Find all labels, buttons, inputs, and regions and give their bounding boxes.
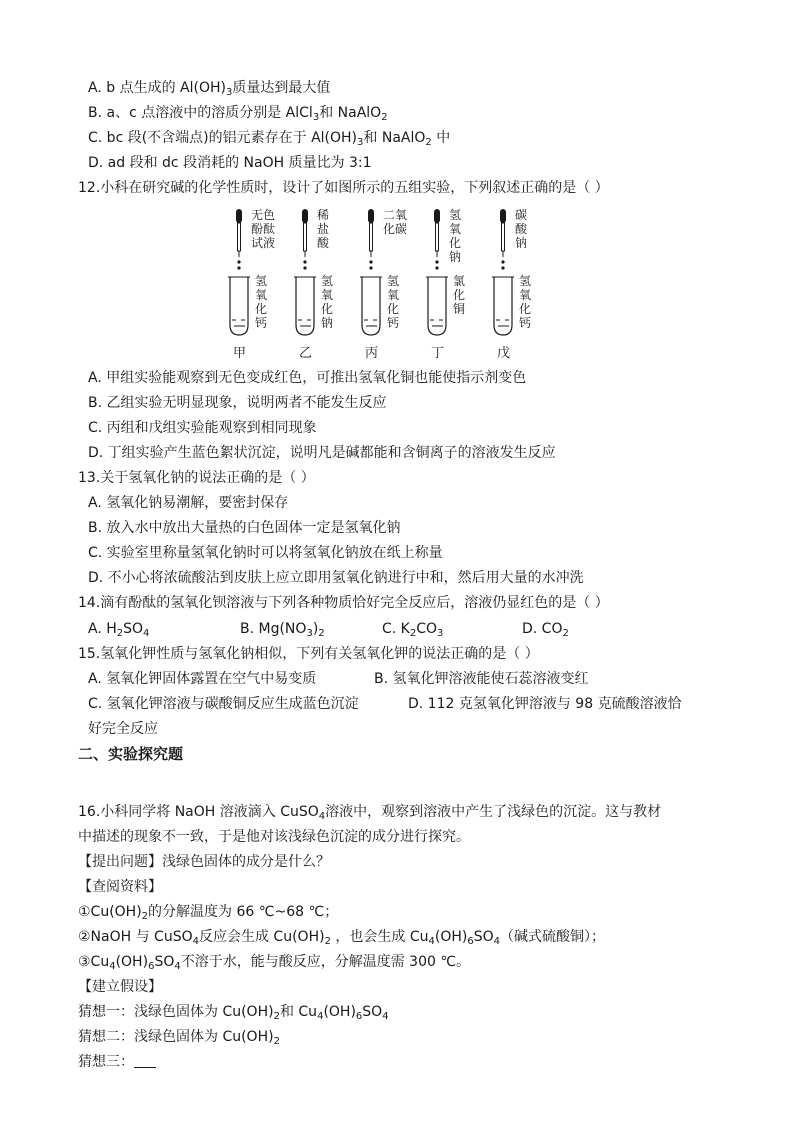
q14-stem: 14.滴有酚酞的氢氧化钡溶液与下列各种物质恰好完全反应后，溶液仍显红色的是（ ） bbox=[78, 595, 609, 611]
q16-reference-heading: 【查阅资料】 bbox=[78, 879, 162, 895]
group-label: 戊 bbox=[497, 346, 511, 361]
drop bbox=[303, 266, 306, 269]
q16-hypothesis-2: 猜想二：浅绿色固体为 $Cu(OH)_2$ bbox=[78, 1029, 280, 1047]
dropper-label: 氢氧化钠 bbox=[449, 208, 462, 264]
group-label: 甲 bbox=[233, 346, 247, 361]
q13-stem: 13.关于氢氧化钠的说法正确的是（ ） bbox=[78, 470, 315, 486]
answer-blank[interactable] bbox=[134, 1053, 156, 1068]
q16-reference-3: $③Cu_4(OH)_6SO_4$不溶于水，能与酸反应，分解温度需 300 ℃。 bbox=[78, 954, 471, 972]
q12-stem: 12.小科在研究碱的化学性质时，设计了如图所示的五组实验，下列叙述正确的是（ ） bbox=[78, 180, 609, 196]
drop bbox=[369, 260, 372, 263]
dropper-bulb bbox=[236, 209, 242, 223]
q12-experiment-figure bbox=[225, 205, 565, 365]
q16-paragraph-line-1: 16.小科同学将 NaOH 溶液滴入 CuSO$_4$溶液中，观察到溶液中产生了浅绿色的沉淀。这与教材 bbox=[78, 804, 662, 822]
tube-label: 氢氧化钙 bbox=[387, 274, 400, 330]
drop bbox=[501, 266, 504, 269]
q13-option-c: C. 实验室里称量氢氧化钠时可以将氢氧化钠放在纸上称量 bbox=[88, 545, 443, 561]
q15-option-d-continued: 好完全反应 bbox=[88, 721, 158, 737]
q11-option-d: D. ad 段和 dc 段消耗的 NaOH 质量比为 3:1 bbox=[88, 155, 372, 171]
drop bbox=[237, 260, 240, 263]
dropper-label: 无色酚酞试液 bbox=[251, 208, 276, 250]
q15-option-c: C. 氢氧化钾溶液与碳酸铜反应生成蓝色沉淀 bbox=[88, 696, 359, 712]
dropper-label: 稀盐酸 bbox=[317, 208, 330, 250]
drop bbox=[369, 266, 372, 269]
q15-option-a: A. 氢氧化钾固体露置在空气中易变质 bbox=[88, 671, 317, 687]
section-title-experiment: 二、实验探究题 bbox=[78, 745, 184, 763]
q16-reference-1: $①Cu(OH)_2$的分解温度为 66 ℃~68 ℃； bbox=[78, 904, 339, 922]
dropper-bulb bbox=[434, 209, 440, 223]
dropper-tube bbox=[370, 223, 373, 251]
q15-option-b: B. 氢氧化钾溶液能使石蕊溶液变红 bbox=[374, 671, 589, 687]
q15-option-d: D. 112 克氢氧化钾溶液与 98 克硫酸溶液恰 bbox=[408, 696, 682, 712]
dropper-tube bbox=[238, 223, 241, 251]
q14-option-c: C. $K_2CO_3$ bbox=[382, 621, 444, 639]
q12-option-a: A. 甲组实验能观察到无色变成红色，可推出氢氧化铜也能使指示剂变色 bbox=[88, 370, 527, 386]
q15-stem: 15.氢氧化钾性质与氢氧化钠相似，下列有关氢氧化钾的说法正确的是（ ） bbox=[78, 646, 539, 662]
drop bbox=[237, 266, 240, 269]
group-label: 丙 bbox=[365, 346, 379, 361]
group-label: 丁 bbox=[431, 346, 445, 361]
drop bbox=[303, 260, 306, 263]
q14-option-b: B. $Mg(NO_3)_2$ bbox=[240, 621, 325, 639]
q12-option-d: D. 丁组实验产生蓝色絮状沉淀，说明凡是碱都能和含铜离子的溶液发生反应 bbox=[88, 445, 556, 461]
q14-option-a: A. $H_2SO_4$ bbox=[88, 621, 150, 639]
q14-option-d: D. $CO_2$ bbox=[522, 621, 569, 639]
tube-label: 氢氧化钙 bbox=[255, 274, 268, 330]
q13-option-b: B. 放入水中放出大量热的白色固体一定是氢氧化钠 bbox=[88, 520, 401, 536]
q11-option-b: B. a、c 点溶液中的溶质分别是 AlCl$_3$和 NaAlO$_2$ bbox=[88, 105, 388, 123]
dropper-label: 碳酸钠 bbox=[515, 208, 528, 250]
q13-option-a: A. 氢氧化钠易潮解，要密封保存 bbox=[88, 495, 289, 511]
dropper-bulb bbox=[302, 209, 308, 223]
q16-paragraph-line-2: 中描述的现象不一致，于是他对该浅绿色沉淀的成分进行探究。 bbox=[78, 829, 470, 845]
drop bbox=[435, 266, 438, 269]
dropper-bulb bbox=[368, 209, 374, 223]
dropper-tube bbox=[304, 223, 307, 251]
q13-option-d: D. 不小心将浓硫酸沾到皮肤上应立即用氢氧化钠进行中和，然后用大量的水冲洗 bbox=[88, 570, 584, 586]
drop bbox=[435, 260, 438, 263]
dropper-tube bbox=[436, 223, 439, 251]
drop bbox=[501, 260, 504, 263]
dropper-tube bbox=[502, 223, 505, 251]
q16-hypothesis-1: 猜想一：浅绿色固体为 $Cu(OH)_2$和 $Cu_4(OH)_6SO_4$ bbox=[78, 1004, 389, 1022]
tube-label: 氢氧化钠 bbox=[321, 274, 334, 330]
tube-label: 氢氧化钙 bbox=[519, 274, 532, 330]
group-label: 乙 bbox=[299, 346, 313, 361]
q16-hypothesis-heading: 【建立假设】 bbox=[78, 979, 162, 995]
q12-option-b: B. 乙组实验无明显现象，说明两者不能发生反应 bbox=[88, 395, 387, 411]
q16-raise-question: 【提出问题】浅绿色固体的成分是什么？ bbox=[78, 854, 330, 870]
q16-reference-2: ②NaOH 与 CuSO$_4$反应会生成 $Cu(OH)_2$ ，也会生成 $Cu_4(OH)_6SO_4$（碱式硫酸铜）； bbox=[78, 929, 606, 947]
dropper-label: 二氧化碳 bbox=[383, 208, 408, 236]
q16-hypothesis-3: 猜想三： bbox=[78, 1052, 156, 1072]
q12-option-c: C. 丙组和戊组实验能观察到相同现象 bbox=[88, 420, 317, 436]
tube-label: 氯化铜 bbox=[453, 274, 466, 316]
q11-option-c: C. bc 段(不含端点)的铝元素存在于 $Al(OH)_3$和 NaAlO$_2$ 中 bbox=[88, 130, 451, 148]
q11-option-a: A. b 点生成的 $Al(OH)_3$质量达到最大值 bbox=[88, 80, 331, 98]
dropper-bulb bbox=[500, 209, 506, 223]
